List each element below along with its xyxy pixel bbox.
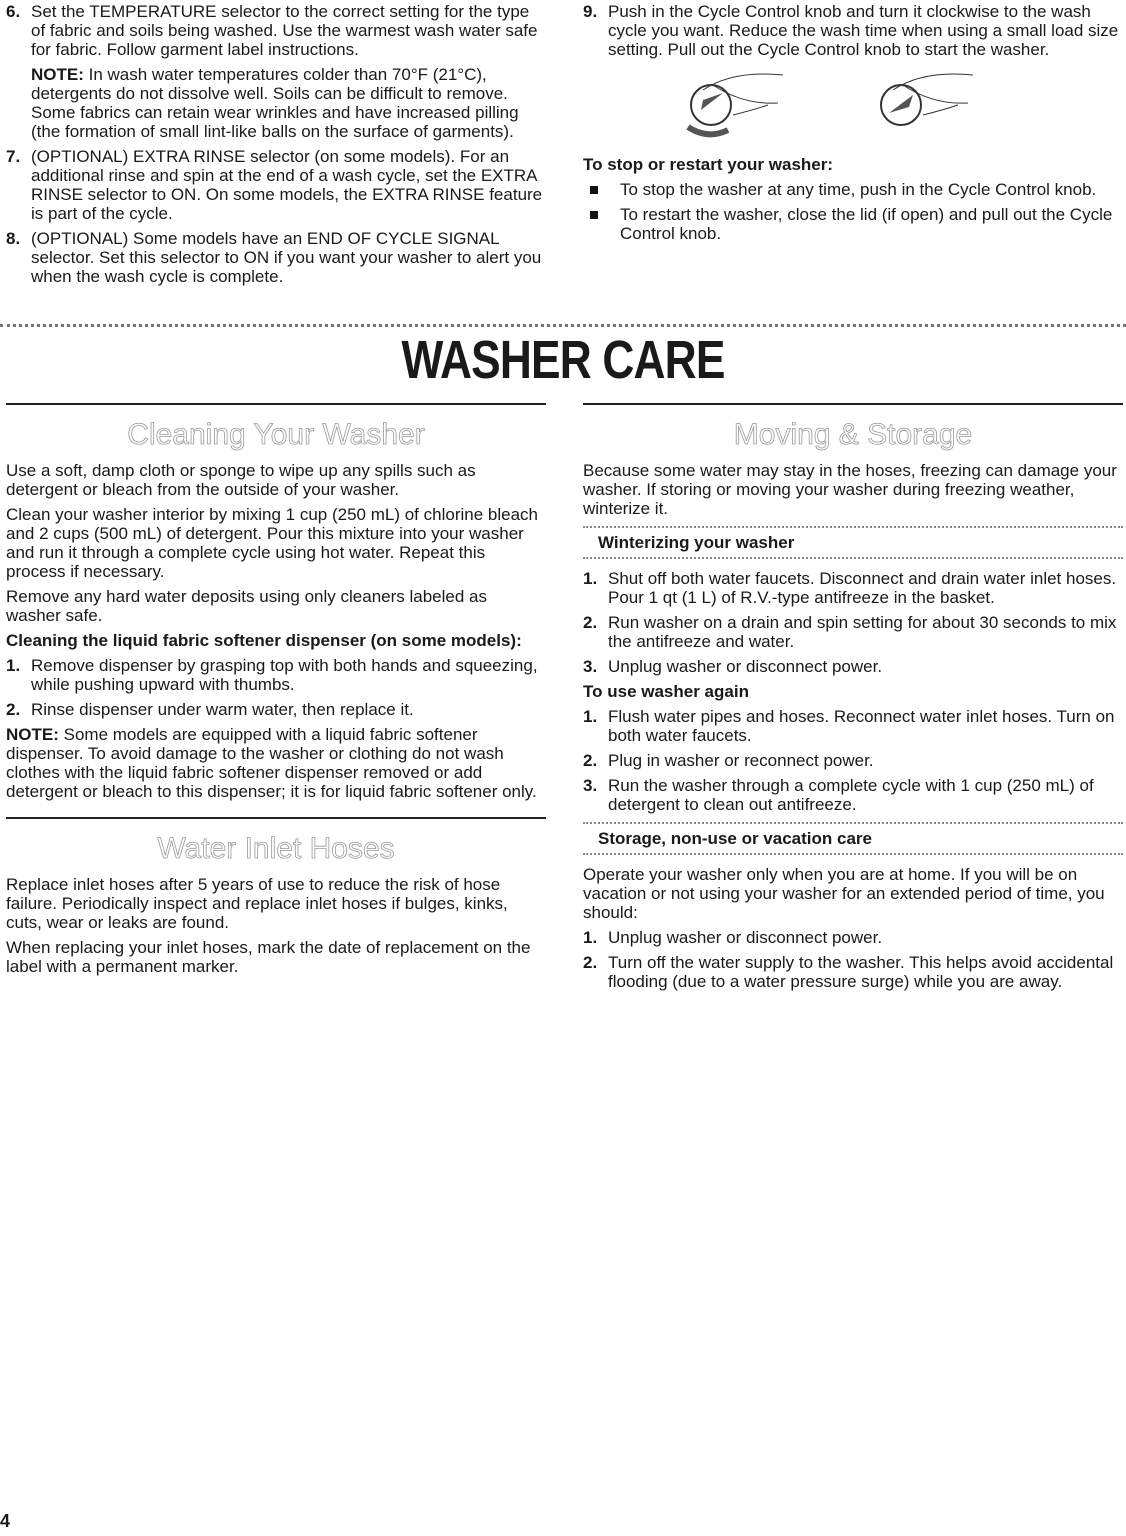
bullet-icon	[590, 211, 598, 219]
step	[583, 953, 1123, 991]
step-number: 1.	[583, 928, 598, 947]
step-text: Push in the Cycle Control knob and turn it clockwise to the wash cycle you want. Reduce the wash time when using a small load size setting. Pull out the Cycle Control knob to start the washer.	[608, 2, 1119, 59]
step-number: 8.	[6, 229, 21, 248]
step-number: 1.	[583, 707, 598, 726]
storage-heading: Storage, non-use or vacation care	[583, 822, 1123, 855]
step-text: Remove dispenser by grasping top with both hands and squeezing, while pushing upward with thumbs.	[31, 656, 538, 694]
step-number: 3.	[583, 657, 598, 676]
note-text: In wash water temperatures colder than 70°F (21°C), detergents do not dissolve well. Soils can be difficult to remove. Some fabrics can retain wear wrinkles and have increased pilling (the formation of small lint-like balls on the surface of garments).	[31, 65, 519, 141]
step-text: Run the washer through a complete cycle with 1 cup (250 mL) of detergent to clean out antifreeze.	[608, 776, 1094, 814]
page-number: 4	[0, 1511, 11, 1531]
step-text: (OPTIONAL) Some models have an END OF CYCLE SIGNAL selector. Set this selector to ON if you want your washer to alert you when the wash cycle is complete.	[31, 229, 542, 286]
paragraph: Because some water may stay in the hoses, freezing can damage your washer. If storing or moving your washer during freezing weather, winterize it.	[583, 461, 1117, 518]
rule	[583, 403, 1123, 405]
bullet-text: To stop the washer at any time, push in the Cycle Control knob.	[620, 180, 1097, 199]
section-divider	[0, 324, 1126, 327]
section-heading-hoses: Water Inlet Hoses	[157, 832, 395, 865]
step-text: (OPTIONAL) EXTRA RINSE selector (on some models). For an additional rinse and spin at the end of a wash cycle, set the EXTRA RINSE selector to ON. On some models, the EXTRA RINSE feature is part of the cycle.	[31, 147, 543, 223]
section-heading-cleaning: Cleaning Your Washer	[127, 418, 425, 451]
pull-knob-hand-icon	[863, 65, 1013, 145]
top-left-column	[6, 2, 546, 292]
step-number: 7.	[6, 147, 21, 166]
step-number: 1.	[583, 569, 598, 588]
step	[583, 928, 1123, 947]
step-text: Plug in washer or reconnect power.	[608, 751, 874, 770]
step-text: Shut off both water faucets. Disconnect and drain water inlet hoses. Pour 1 qt (1 L) of R.V.-type antifreeze in the basket.	[608, 569, 1117, 607]
step-text: Set the TEMPERATURE selector to the correct setting for the type of fabric and soils being washed. Use the warmest wash water safe for fabric. Follow garment label instructions.	[31, 2, 538, 59]
winterizing-heading: Winterizing your washer	[583, 526, 1123, 559]
bullet-icon	[590, 186, 598, 194]
note-text: Some models are equipped with a liquid fabric softener dispenser. To avoid damage to the washer or clothing do not wash clothes with the liquid fabric softener dispenser removed or add detergent or bleach to this dispenser; it is for liquid fabric softener only.	[6, 725, 537, 801]
turn-knob-hand-icon	[673, 65, 823, 145]
stop-restart-heading: To stop or restart your washer:	[583, 155, 834, 174]
subheading: Cleaning the liquid fabric softener dispenser (on some models):	[6, 631, 522, 650]
paragraph: Clean your washer interior by mixing 1 cup (250 mL) of chlorine bleach and 2 cups (500 mL) of detergent. Pour this mixture into your washer and run it through a complete cycle using hot water. Repeat this process if necessary.	[6, 505, 538, 581]
step-9	[583, 2, 1123, 59]
subheading: To use washer again	[583, 682, 749, 701]
step	[6, 700, 546, 719]
paragraph: Operate your washer only when you are at home. If you will be on vacation or not using your washer for an extended period of time, you should:	[583, 865, 1105, 922]
step	[583, 707, 1123, 745]
step-number: 9.	[583, 2, 598, 21]
step-number: 3.	[583, 776, 598, 795]
step-text: Flush water pipes and hoses. Reconnect water inlet hoses. Turn on both water faucets.	[608, 707, 1115, 745]
page-title: WASHER CARE	[401, 330, 725, 390]
note	[6, 65, 546, 141]
step-8	[6, 229, 546, 286]
paragraph: Remove any hard water deposits using only cleaners labeled as washer safe.	[6, 587, 487, 625]
step-text: Unplug washer or disconnect power.	[608, 928, 883, 947]
step	[583, 613, 1123, 651]
step-number: 1.	[6, 656, 21, 675]
paragraph: Use a soft, damp cloth or sponge to wipe up any spills such as detergent or bleach from the outside of your washer.	[6, 461, 476, 499]
right-column	[583, 403, 1123, 997]
knob-illustration	[673, 65, 1123, 145]
step-text: Rinse dispenser under warm water, then replace it.	[31, 700, 414, 719]
left-column	[6, 403, 546, 982]
rule	[6, 817, 546, 819]
step-number: 2.	[583, 751, 598, 770]
note	[6, 725, 546, 801]
bullet-item	[583, 180, 1123, 199]
top-right-column	[583, 2, 1123, 249]
step-number: 2.	[583, 613, 598, 632]
note-label: NOTE:	[6, 725, 59, 744]
step-text: Turn off the water supply to the washer. This helps avoid accidental flooding (due to a water pressure surge) while you are away.	[608, 953, 1114, 991]
step	[583, 569, 1123, 607]
paragraph: When replacing your inlet hoses, mark the date of replacement on the label with a permanent marker.	[6, 938, 531, 976]
step	[583, 751, 1123, 770]
step	[583, 776, 1123, 814]
step-number: 2.	[583, 953, 598, 972]
step	[583, 657, 1123, 676]
step-number: 2.	[6, 700, 21, 719]
section-heading-moving: Moving & Storage	[733, 418, 973, 451]
step-7	[6, 147, 546, 223]
step-text: Run washer on a drain and spin setting for about 30 seconds to mix the antifreeze and water.	[608, 613, 1117, 651]
step-number: 6.	[6, 2, 21, 21]
rule	[6, 403, 546, 405]
step-text: Unplug washer or disconnect power.	[608, 657, 883, 676]
bullet-text: To restart the washer, close the lid (if open) and pull out the Cycle Control knob.	[620, 205, 1113, 243]
bullet-item	[583, 205, 1123, 243]
note-label: NOTE:	[31, 65, 84, 84]
step-6	[6, 2, 546, 59]
step	[6, 656, 546, 694]
paragraph: Replace inlet hoses after 5 years of use to reduce the risk of hose failure. Periodically inspect and replace inlet hoses if bulges, kinks, cuts, wear or leaks are found.	[6, 875, 508, 932]
